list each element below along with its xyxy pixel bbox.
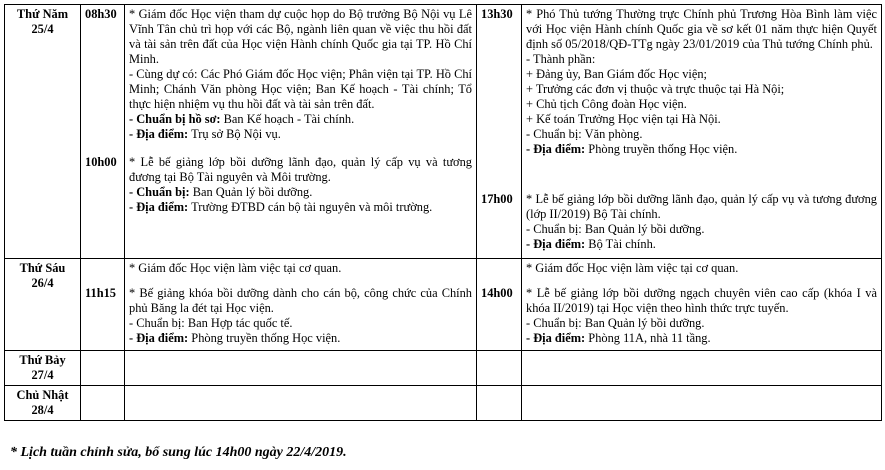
event-prep [526,316,877,331]
day-cell [5,351,81,386]
prep-value: Ban Hợp tác quốc tế. [184,316,293,330]
day-date: 28/4 [31,403,54,417]
place-label: - Địa điểm: [129,331,189,345]
pm-time-cell [477,5,522,259]
event-block [129,155,472,215]
place-value: Trụ sở Bộ Nội vụ. [188,127,281,141]
am-content-cell [125,351,477,386]
pm-time-cell [477,259,522,351]
event-title: * Giám đốc Học viện làm việc tại cơ quan. [526,261,739,275]
event-line: + Đảng ủy, Ban Giám đốc Học viện; [526,67,707,81]
event-title: * Lễ bế giảng lớp bồi dưỡng lãnh đạo, quản lý cấp vụ và tương đương tại Bộ Tài nguyên và Môi trường. [129,155,472,184]
prep-value: Ban Quản lý bồi dưỡng. [189,185,313,199]
schedule-row-fri [5,259,882,351]
event-title: * Phó Thủ tướng Thường trực Chính phủ Trương Hòa Bình làm việc với Học viện Hành chính Quốc gia về sơ kết 01 năm thực hiện Quyết định số 05/2018/QĐ-TTg ngày 23/01/2019 của Thủ tướng Chính phủ. [526,7,877,51]
day-date: 26/4 [31,276,54,290]
event-place [129,200,472,215]
event-line: + Chủ tịch Công đoàn Học viện. [526,97,687,111]
event-title: * Lễ bế giảng lớp bồi dưỡng ngạch chuyên viên cao cấp (khóa I và khóa II/2019) tại Học viện theo hình thức trực tuyến. [526,286,877,315]
event-place [129,331,472,346]
event-line: + Trưởng các đơn vị thuộc và trực thuộc tại Hà Nội; [526,82,785,96]
event-prep [129,185,472,200]
place-value: Phòng truyền thống Học viện. [585,142,738,156]
schedule-row-thu [5,5,882,259]
place-label: - Địa điểm: [526,237,586,251]
pm-content-cell [522,5,882,259]
day-cell [5,386,81,421]
event-block [526,7,877,192]
time-slot: 11h15 [85,286,116,300]
time-slot [481,261,517,286]
day-date: 27/4 [31,368,54,382]
am-content-cell [125,259,477,351]
event-block [129,286,472,346]
day-name: Thứ Bảy [19,353,66,367]
time-slot [85,261,120,286]
place-label: - Địa điểm: [526,142,586,156]
pm-content-cell [522,351,882,386]
prep-label: - Chuẩn bị: [526,316,582,330]
am-content-cell [125,5,477,259]
event-title: * Giám đốc Học viện tham dự cuộc họp do Bộ trưởng Bộ Nội vụ Lê Vĩnh Tân chủ trì họp với các Bộ, ngành liên quan về việc thu hồi đất và tài sản trên đất của Học viện Hành chính Quốc gia tại TP. Hồ Chí Minh. [129,7,472,66]
prep-label: - Chuẩn bị: [526,127,582,141]
event-block [129,7,472,155]
event-place [526,331,877,346]
event-place [129,127,472,142]
day-name: Thứ Năm [16,7,69,21]
day-cell [5,259,81,351]
prep-label: - Chuẩn bị hồ sơ: [129,112,221,126]
revision-note: * Lịch tuần chỉnh sửa, bổ sung lúc 14h00 ngày 22/4/2019. [10,445,347,460]
event-line: - Thành phần: [526,52,596,66]
place-label: - Địa điểm: [129,200,189,214]
prep-value: Ban Kế hoạch - Tài chính. [220,112,355,126]
am-time-cell [81,386,125,421]
pm-content-cell [522,386,882,421]
place-value: Bộ Tài chính. [585,237,656,251]
day-name: Chủ Nhật [16,388,69,402]
am-time-cell [81,351,125,386]
prep-label: - Chuẩn bị: [129,185,190,199]
am-content-cell [125,386,477,421]
event-title: * Giám đốc Học viện làm việc tại cơ quan. [129,261,342,275]
event-place [526,237,877,252]
place-label: - Địa điểm: [129,127,189,141]
day-cell [5,5,81,259]
event-title: * Bế giảng khóa bồi dưỡng dành cho cán bộ, công chức của Chính phủ Băng la đét tại Học viện. [129,286,472,315]
place-value: Phòng truyền thống Học viện. [188,331,341,345]
pm-content-cell [522,259,882,351]
prep-label: - Chuẩn bị: [526,222,582,236]
place-value: Phòng 11A, nhà 11 tầng. [585,331,711,345]
time-slot: 13h30 [481,7,513,21]
event-prep [526,127,877,142]
place-value: Trường ĐTBD cán bộ tài nguyên và môi trường. [188,200,433,214]
time-slot: 17h00 [481,192,513,206]
pm-time-cell [477,386,522,421]
event-block [526,261,877,286]
am-time-cell [81,5,125,259]
prep-label: - Chuẩn bị: [129,316,185,330]
day-date: 25/4 [31,22,54,36]
event-prep [129,112,472,127]
schedule-row-sat [5,351,882,386]
event-place [526,142,877,157]
event-attendees: - Cùng dự có: Các Phó Giám đốc Học viện; Phân viện tại TP. Hồ Chí Minh; Chánh Văn phòng Học viện; Ban Kế hoạch - Tài chính; Tổ thực hiện nhiệm vụ thu hồi đất và tài sản trên đất. [129,67,472,111]
event-prep [129,316,472,331]
event-title: * Lễ bế giảng lớp bồi dưỡng lãnh đạo, quản lý cấp vụ và tương đương (lớp II/2019) Bộ Tài chính. [526,192,877,221]
place-label: - Địa điểm: [526,331,586,345]
time-slot: 14h00 [481,286,513,300]
day-name: Thứ Sáu [19,261,66,275]
schedule-table [4,4,882,421]
time-slot: 10h00 [85,155,117,169]
event-block [526,286,877,346]
event-block [526,192,877,252]
pm-time-cell [477,351,522,386]
schedule-row-sun [5,386,882,421]
prep-value: Văn phòng. [581,127,643,141]
event-line: + Kế toán Trưởng Học viện tại Hà Nội. [526,112,721,126]
time-slot: 08h30 [85,7,117,21]
prep-value: Ban Quản lý bồi dưỡng. [581,222,705,236]
am-time-cell [81,259,125,351]
event-prep [526,222,877,237]
prep-value: Ban Quản lý bồi dưỡng. [581,316,705,330]
event-block [129,261,472,286]
